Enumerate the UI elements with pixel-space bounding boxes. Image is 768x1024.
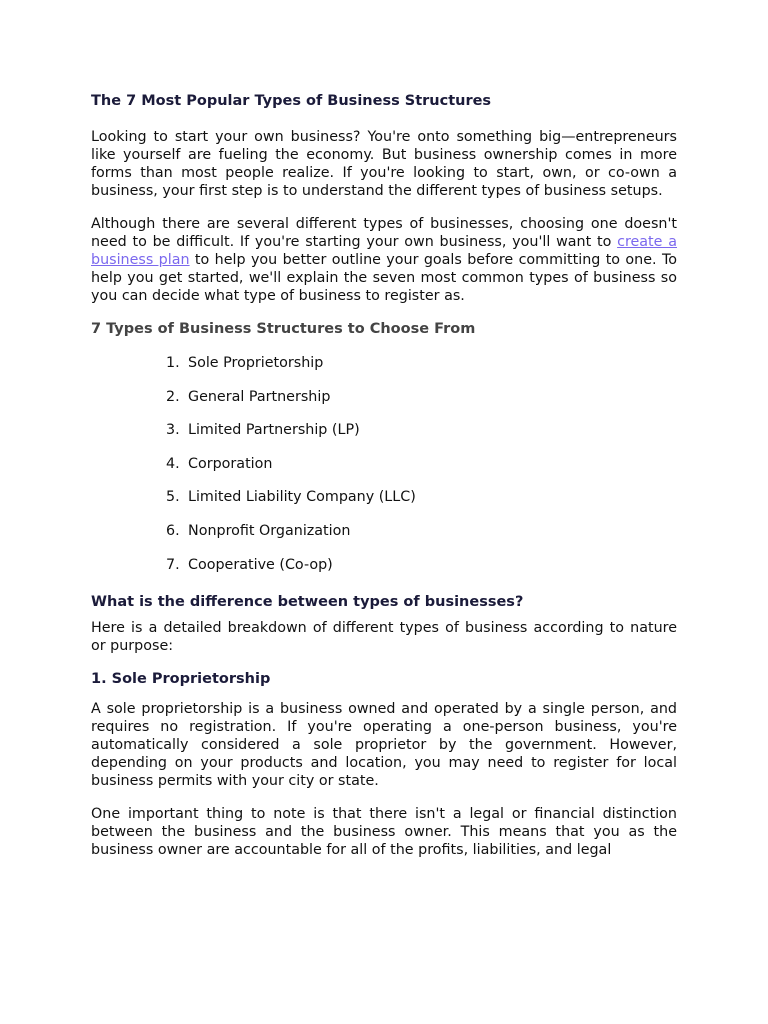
paragraph-text-before-link: Although there are several different types of businesses, choosing one doesn't need to be difficult. If you're starting your own business, you'll want to	[91, 216, 677, 250]
list-item	[166, 455, 677, 473]
list-label: General Partnership	[188, 388, 331, 405]
list-label: Nonprofit Organization	[188, 522, 351, 539]
list-item	[166, 522, 677, 540]
create-business-plan-link[interactable]: create a business plan	[91, 234, 677, 268]
list-number: 5.	[166, 489, 180, 506]
list-number: 3.	[166, 422, 180, 439]
list-number: 7.	[166, 556, 180, 573]
list-number: 1.	[166, 355, 180, 371]
list-label: Sole Proprietorship	[188, 355, 324, 371]
list-item	[166, 488, 677, 506]
document-page	[91, 92, 677, 874]
list-number: 2.	[166, 388, 180, 405]
difference-heading: What is the difference between types of businesses?	[91, 593, 524, 610]
list-label: Cooperative (Co-op)	[188, 556, 333, 573]
list-number: 4.	[166, 455, 180, 472]
sole-proprietorship-paragraph: A sole proprietorship is a business owned and operated by a single person, and requires no registration. If you're operating a one-person business, you're automatically considered a sole proprietor by the government. However, depending on your products and location, you may need to register for local business permits with your city or state.	[91, 700, 677, 789]
intro-paragraph: Looking to start your own business? You're onto something big—entrepreneurs like yourself are fueling the economy. But business ownership comes in more forms than most people realize. If you're looking to start, own, or co-own a business, your first step is to understand the different types of business setups.	[91, 129, 677, 199]
legal-distinction-paragraph: One important thing to note is that there isn't a legal or financial distinction between the business and the business owner. This means that you as the business owner are accountable for all of the profits, liabilities, and legal	[91, 805, 677, 858]
business-types-list	[91, 354, 677, 574]
difference-paragraph: Here is a detailed breakdown of different types of business according to nature or purpose:	[91, 619, 677, 654]
paragraph-text-after-link: to help you better outline your goals before committing to one. To help you get started, we'll explain the seven most common types of business so you can decide what type of business to register as.	[91, 252, 677, 304]
list-item	[166, 421, 677, 439]
list-number: 6.	[166, 522, 180, 539]
business-plan-paragraph	[91, 215, 677, 305]
document-title: The 7 Most Popular Types of Business Structures	[91, 93, 492, 109]
types-heading: 7 Types of Business Structures to Choose From	[91, 321, 476, 337]
list-label: Limited Liability Company (LLC)	[188, 489, 416, 506]
list-label: Limited Partnership (LP)	[188, 422, 360, 439]
list-label: Corporation	[188, 455, 273, 472]
sole-proprietorship-heading: 1. Sole Proprietorship	[91, 670, 271, 687]
list-item	[166, 388, 677, 406]
list-item	[166, 354, 677, 372]
list-item	[166, 556, 677, 574]
